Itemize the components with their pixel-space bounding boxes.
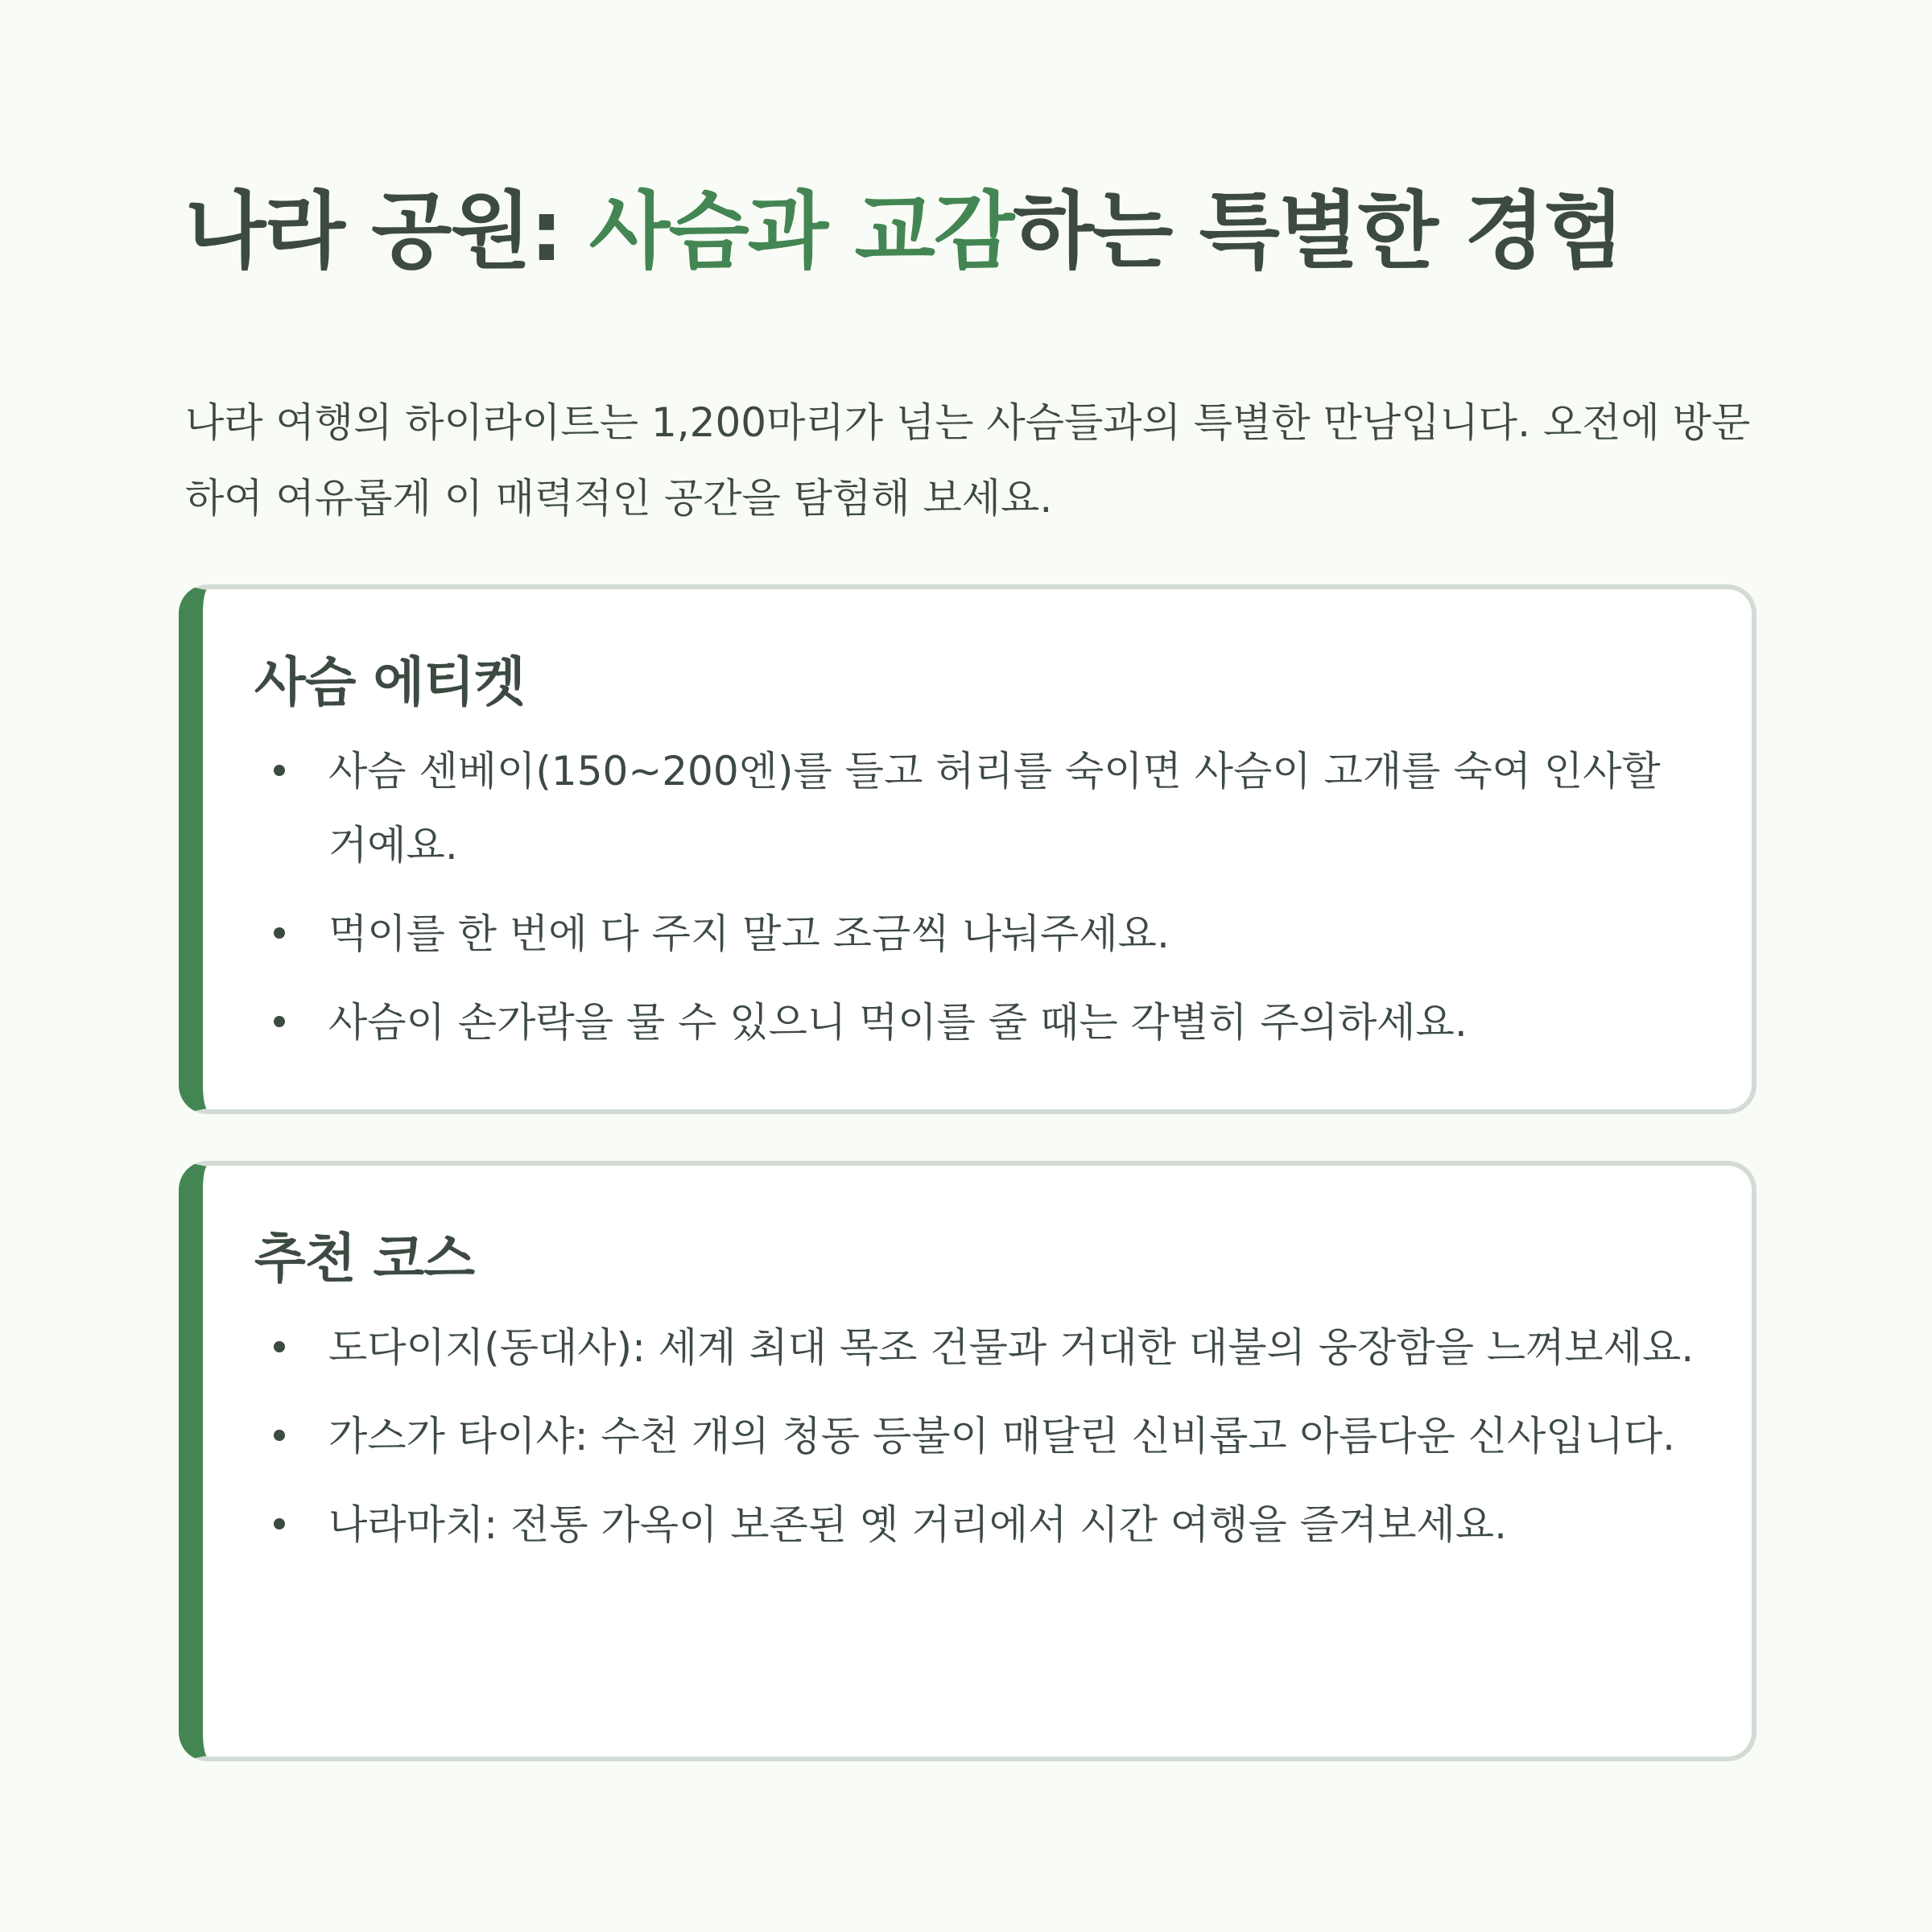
recommended-course-list [254,1311,1703,1576]
intro-paragraph: 나라 여행의 하이라이트는 1,200마리가 넘는 사슴들과의 특별한 만남입니다. 오전에 방문하여 여유롭게 이 매력적인 공간을 탐험해 보세요. [185,399,1751,522]
bullet-icon [274,1430,285,1441]
list-item-text: 먹이를 한 번에 다 주지 말고 조금씩 나눠주세요. [328,910,1170,957]
list-item [254,1311,1703,1385]
list-item-text: 사슴 센베이(150~200엔)를 들고 허리를 숙이면 사슴이 고개를 숙여 인사할 거예요. [328,748,1661,869]
list-item-text: 사슴이 손가락을 물 수 있으니 먹이를 줄 때는 각별히 주의하세요. [328,999,1468,1046]
page-title [185,181,1623,282]
deer-etiquette-title: 사슴 에티켓 [254,651,525,713]
list-item-text: 도다이지(동대사): 세계 최대 목조 건물과 거대한 대불의 웅장함을 느껴보세요. [328,1324,1695,1371]
deer-etiquette-list [254,734,1703,1074]
bullet-icon [274,1341,285,1352]
bullet-icon [274,765,285,776]
title-prefix: 나라 공원: [185,182,589,280]
recommended-course-card [179,1161,1757,1761]
list-item [254,1399,1703,1473]
bullet-icon [274,1518,285,1530]
list-item [254,1488,1703,1562]
list-item-text: 가스가 타이샤: 수천 개의 청동 등불이 매달린 신비롭고 아름다운 신사입니다. [328,1413,1676,1459]
recommended-course-title: 추천 코스 [254,1228,475,1290]
list-item [254,734,1703,882]
bullet-icon [274,1016,285,1027]
bullet-icon [274,927,285,939]
list-item-text: 나라마치: 전통 가옥이 보존된 옛 거리에서 시간 여행을 즐겨보세요. [328,1501,1507,1548]
list-item [254,897,1703,971]
list-item [254,985,1703,1059]
deer-etiquette-card [179,584,1757,1114]
title-suffix: 하는 특별한 경험 [1013,182,1624,280]
title-accent: 사슴과 교감 [588,182,1013,280]
